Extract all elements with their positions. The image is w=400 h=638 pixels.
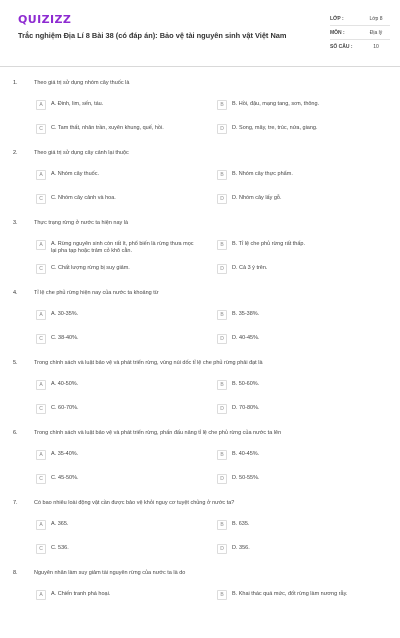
option-b[interactable] <box>217 520 377 530</box>
option-letter: A <box>36 450 46 460</box>
option-letter: B <box>217 170 227 180</box>
page-header <box>0 0 400 64</box>
option-text: A. 365. <box>51 521 69 527</box>
question-text: Trong chính sách và luật bảo vệ và phát triển rừng, phấn đấu nâng tỉ lệ che phủ rừng của nước ta lên <box>34 430 282 436</box>
option-text: D. 356. <box>232 545 250 551</box>
option-b[interactable] <box>217 170 377 180</box>
option-text: B. Tỉ lệ che phủ rừng rất thấp. <box>232 241 305 247</box>
option-letter: C <box>36 264 46 274</box>
question-item <box>0 148 400 218</box>
question-text: Trong chính sách và luật bảo vệ và phát triển rừng, vùng núi dốc tỉ lệ che phủ rừng phải đạt là <box>34 360 263 366</box>
option-letter: A <box>36 590 46 600</box>
option-text: B. 635. <box>232 521 250 527</box>
option-text: A. Đinh, lim, sến, táu. <box>51 101 104 107</box>
meta-label: SỐ CÂU : <box>330 43 353 50</box>
option-a[interactable] <box>36 310 196 320</box>
option-c[interactable] <box>36 544 196 554</box>
option-a[interactable] <box>36 450 196 460</box>
option-c[interactable] <box>36 194 196 204</box>
question-item <box>0 428 400 498</box>
option-c[interactable] <box>36 334 196 344</box>
question-item <box>0 288 400 358</box>
meta-value: Lớp 8 <box>369 15 383 22</box>
question-text: Theo giá trị sử dụng cây cảnh lại thuộc <box>34 150 129 156</box>
option-d[interactable] <box>217 124 377 134</box>
option-letter: B <box>217 380 227 390</box>
option-text: C. Tam thất, nhân trần, xuyên khung, quế, hồi. <box>51 125 164 131</box>
option-a[interactable] <box>36 240 196 255</box>
option-d[interactable] <box>217 194 377 204</box>
question-number: 2. <box>13 150 18 156</box>
option-b[interactable] <box>217 380 377 390</box>
question-item <box>0 78 400 148</box>
option-letter: D <box>217 194 227 204</box>
option-b[interactable] <box>217 240 377 250</box>
option-text: C. Nhóm cây cảnh và hoa. <box>51 195 116 201</box>
option-text: B. 50-60%. <box>232 381 260 387</box>
question-number: 4. <box>13 290 18 296</box>
option-text: D. 40-45%. <box>232 335 260 341</box>
option-c[interactable] <box>36 124 196 134</box>
option-a[interactable] <box>36 520 196 530</box>
option-b[interactable] <box>217 450 377 460</box>
question-list <box>0 78 400 638</box>
option-text: A. Chiến tranh phá hoại. <box>51 591 111 597</box>
option-letter: A <box>36 310 46 320</box>
option-text: A. 35-40%. <box>51 451 79 457</box>
option-text: C. 45-50%. <box>51 475 79 481</box>
question-number: 8. <box>13 570 18 576</box>
option-text: C. 38-40%. <box>51 335 79 341</box>
option-text: D. Nhóm cây lấy gỗ. <box>232 195 282 201</box>
option-text: A. Nhóm cây thuốc. <box>51 171 99 177</box>
question-item <box>0 568 400 638</box>
question-number: 5. <box>13 360 18 366</box>
option-letter: D <box>217 264 227 274</box>
meta-table <box>330 12 390 53</box>
option-letter: C <box>36 474 46 484</box>
option-d[interactable] <box>217 264 377 274</box>
question-text: Nguyên nhân làm suy giảm tài nguyên rừng của nước ta là do <box>34 570 186 576</box>
option-letter: D <box>217 334 227 344</box>
question-number: 1. <box>13 80 18 86</box>
meta-label: MÔN : <box>330 29 345 36</box>
option-text: B. Hồi, đậu, mạng tang, sơn, thông. <box>232 101 320 107</box>
option-text: D. 70-80%. <box>232 405 260 411</box>
option-letter: C <box>36 124 46 134</box>
option-letter: A <box>36 520 46 530</box>
option-letter: B <box>217 520 227 530</box>
meta-row-class <box>330 12 390 26</box>
option-text: A. 40-50%. <box>51 381 79 387</box>
option-letter: C <box>36 194 46 204</box>
option-text: C. 536. <box>51 545 69 551</box>
option-c[interactable] <box>36 474 196 484</box>
question-text: Theo giá trị sử dụng nhóm cây thuốc là <box>34 80 130 86</box>
meta-row-count <box>330 40 390 53</box>
option-text: A. Rừng nguyên sinh còn rất ít, phổ biến là rừng thưa mọc lại pha tạp hoặc trảm cỏ khô cằn. <box>51 241 194 254</box>
option-d[interactable] <box>217 334 377 344</box>
question-item <box>0 218 400 288</box>
option-text: B. Nhóm cây thực phẩm. <box>232 171 293 177</box>
header-divider <box>0 66 400 67</box>
option-text: D. Song, mây, tre, trúc, nứa, giang. <box>232 125 318 131</box>
option-letter: B <box>217 590 227 600</box>
question-text: Có bao nhiêu loài động vật cần được bảo vệ khỏi nguy cơ tuyệt chủng ở nước ta? <box>34 500 235 506</box>
option-text: D. 50-55%. <box>232 475 260 481</box>
option-a[interactable] <box>36 170 196 180</box>
option-letter: C <box>36 544 46 554</box>
meta-value: Địa lý <box>369 29 383 36</box>
option-text: C. Chất lượng rừng bị suy giảm. <box>51 265 130 271</box>
option-text: B. 35-38%. <box>232 311 260 317</box>
question-text: Tỉ lệ che phủ rừng hiện nay của nước ta khoảng từ <box>34 290 159 296</box>
option-letter: B <box>217 240 227 250</box>
meta-label: LỚP : <box>330 15 344 22</box>
option-letter: B <box>217 310 227 320</box>
option-c[interactable] <box>36 404 196 414</box>
option-text: C. 60-70%. <box>51 405 79 411</box>
option-letter: D <box>217 124 227 134</box>
option-letter: A <box>36 380 46 390</box>
option-letter: A <box>36 100 46 110</box>
option-letter: A <box>36 240 46 250</box>
option-letter: B <box>217 100 227 110</box>
option-letter: D <box>217 474 227 484</box>
option-b[interactable] <box>217 590 377 600</box>
quizizz-logo: QUIZIZZ <box>18 13 72 26</box>
option-a[interactable] <box>36 100 196 110</box>
page-title: Trắc nghiệm Địa Lí 8 Bài 38 (có đáp án): Bảo vệ tài nguyên sinh vật Việt Nam <box>18 31 287 40</box>
option-d[interactable] <box>217 404 377 414</box>
option-text: D. Cả 3 ý trên. <box>232 265 268 271</box>
option-d[interactable] <box>217 474 377 484</box>
option-letter: C <box>36 334 46 344</box>
option-d[interactable] <box>217 544 377 554</box>
option-a[interactable] <box>36 380 196 390</box>
option-letter: D <box>217 404 227 414</box>
option-c[interactable] <box>36 264 196 274</box>
option-letter: B <box>217 450 227 460</box>
meta-value: 10 <box>373 43 379 50</box>
option-text: B. Khai thác quá mức, đốt rừng làm nương rẫy. <box>232 591 348 597</box>
option-b[interactable] <box>217 310 377 320</box>
option-text: B. 40-45%. <box>232 451 260 457</box>
meta-row-subject <box>330 26 390 40</box>
option-b[interactable] <box>217 100 377 110</box>
question-number: 7. <box>13 500 18 506</box>
option-letter: A <box>36 170 46 180</box>
question-item <box>0 358 400 428</box>
question-number: 3. <box>13 220 18 226</box>
option-a[interactable] <box>36 590 196 600</box>
option-letter: D <box>217 544 227 554</box>
question-item <box>0 498 400 568</box>
question-number: 6. <box>13 430 18 436</box>
question-text: Thực trạng rừng ở nước ta hiện nay là <box>34 220 129 226</box>
option-text: A. 30-35%. <box>51 311 79 317</box>
option-letter: C <box>36 404 46 414</box>
